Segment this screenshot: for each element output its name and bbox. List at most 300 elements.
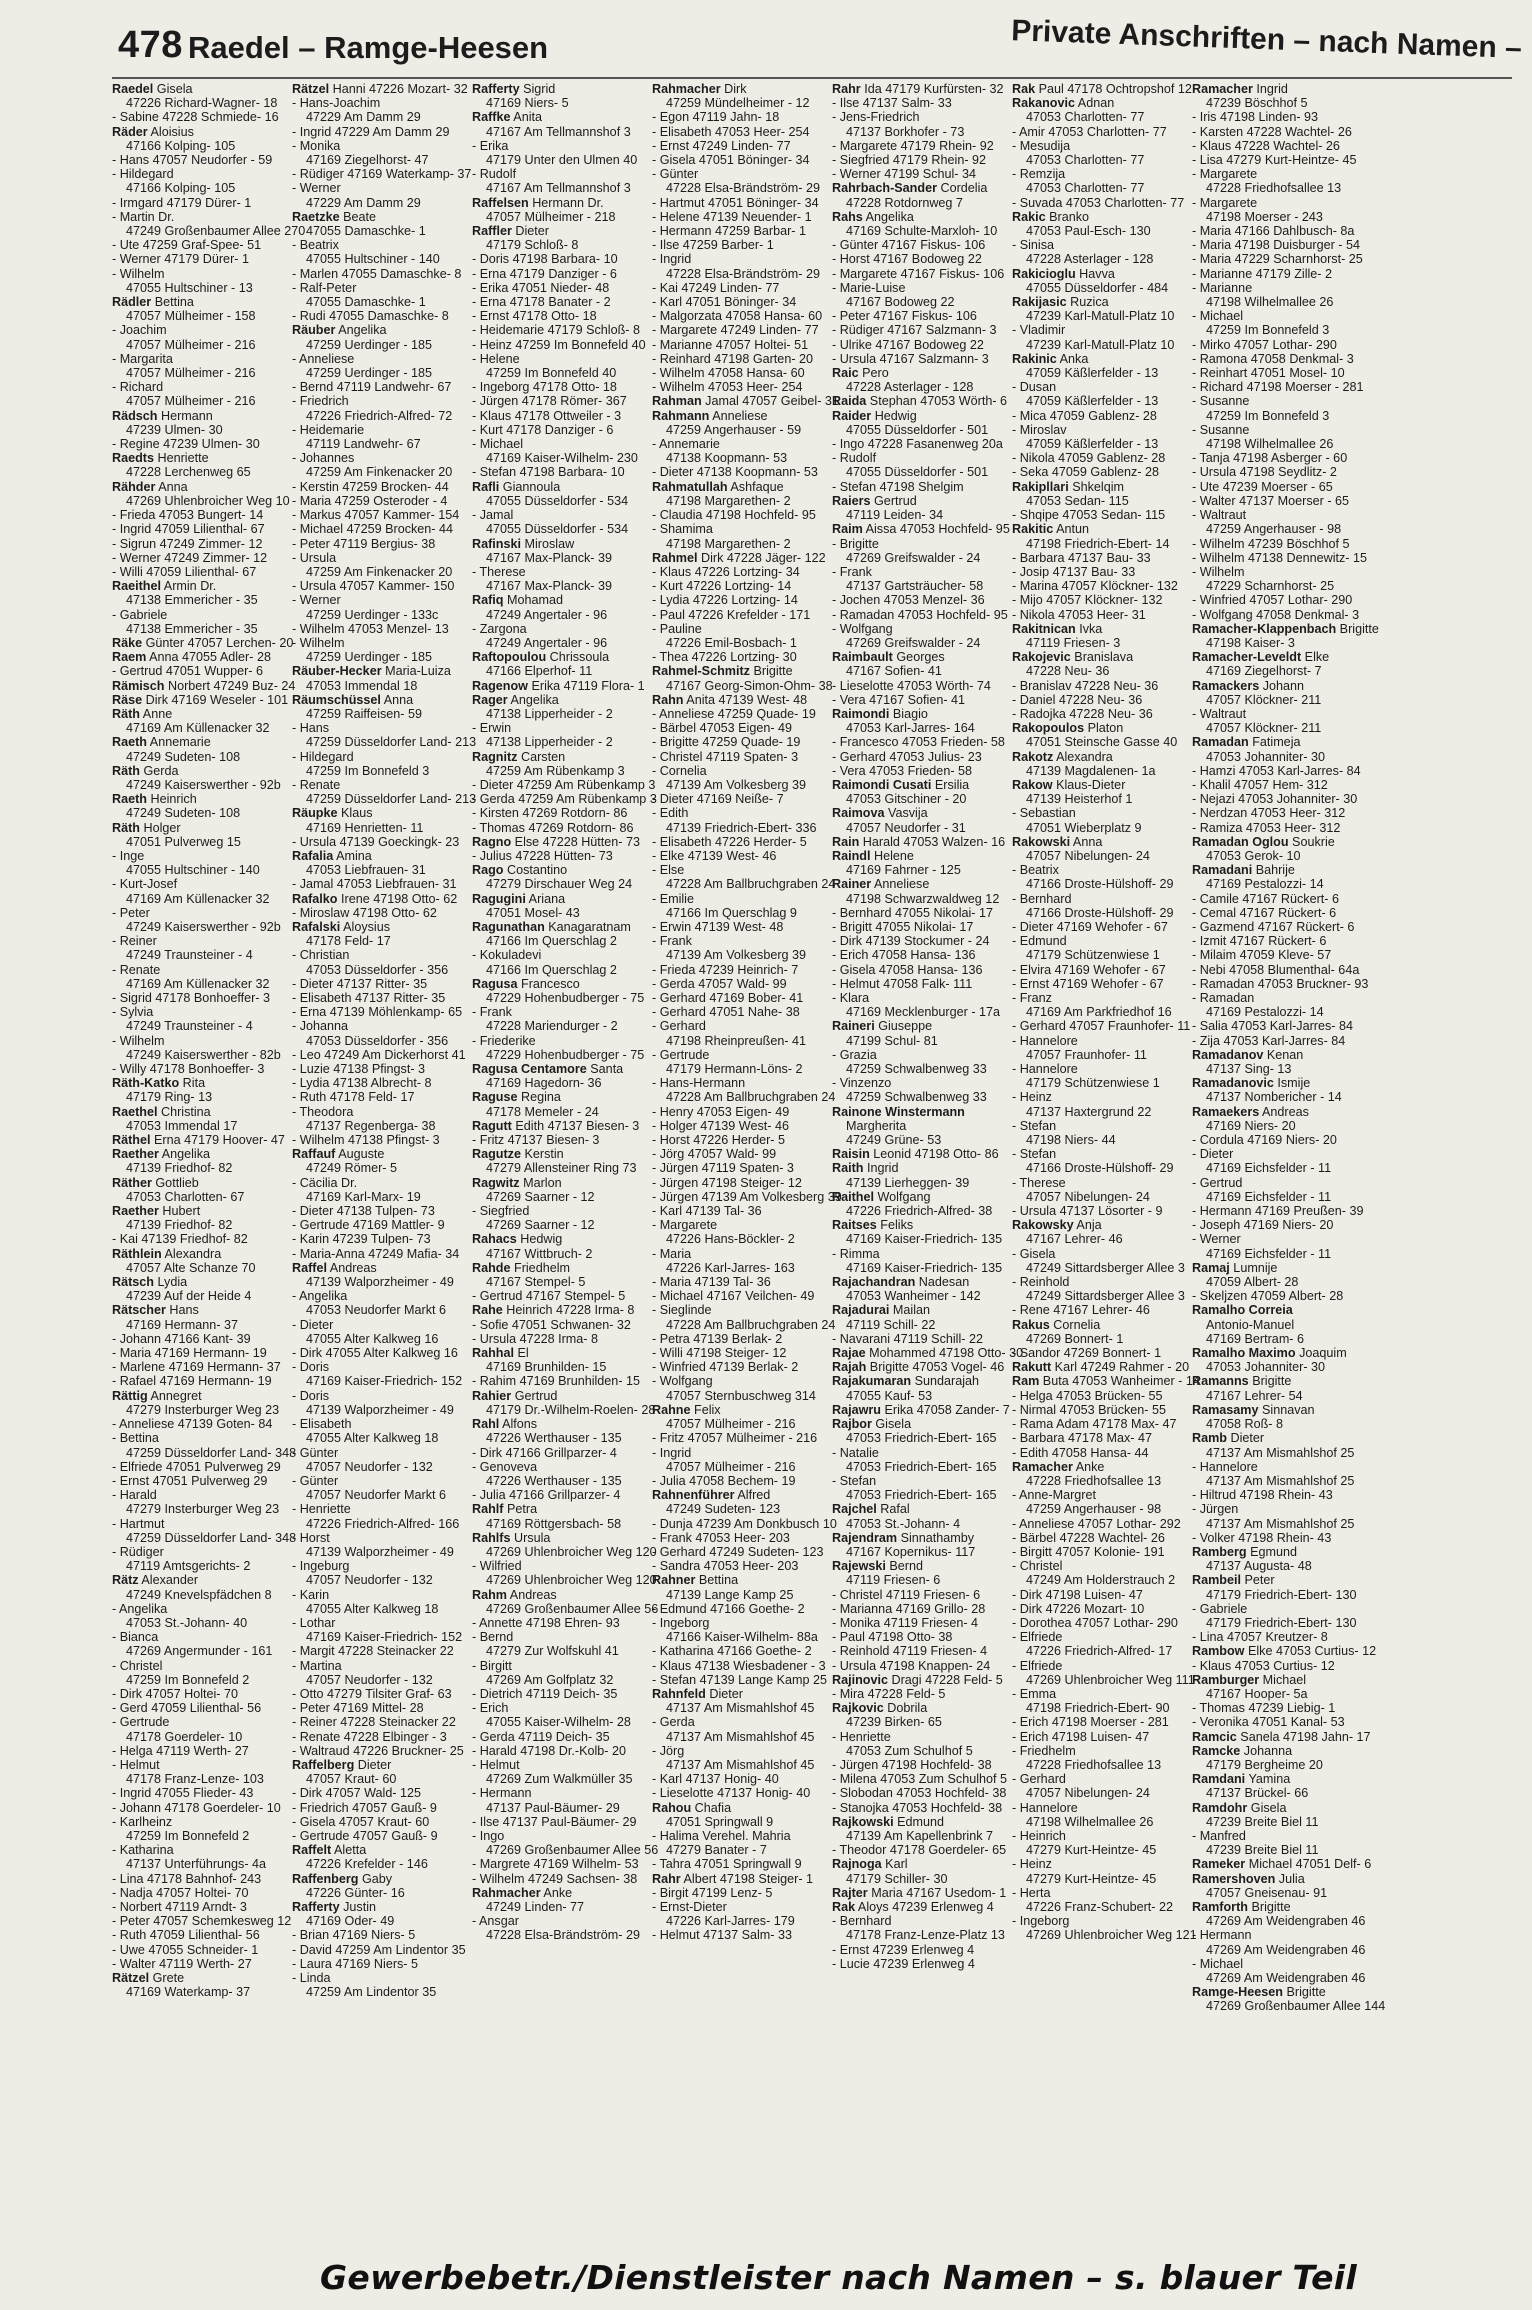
- list-item: - Shqipe 47053 Sedan- 115: [1012, 508, 1166, 523]
- list-item: - Werner 47199 Schul- 34: [832, 167, 976, 182]
- list-item: 47279 Kurt-Heintze- 45: [1026, 1871, 1157, 1886]
- list-item: 47279 Kurt-Heintze- 45: [1026, 1843, 1157, 1858]
- list-item: Rajawru Erika 47058 Zander- 7: [832, 1402, 1010, 1417]
- list-item: 47053 Friedrich-Ebert- 165: [846, 1459, 997, 1474]
- list-item: - Dirk 47226 Mozart- 10: [1012, 1601, 1145, 1616]
- list-item: - Heinz: [1012, 1090, 1052, 1105]
- list-item: Rambeil Peter: [1192, 1573, 1275, 1588]
- list-item: - Michael 47167 Veilchen- 49: [652, 1289, 815, 1304]
- surname: Räupke: [292, 806, 338, 821]
- list-item: - Karin 47239 Tulpen- 73: [292, 1232, 431, 1247]
- list-item: Rafiq Mohamad: [472, 593, 563, 608]
- list-item: 47198 Friedrich-Ebert- 14: [1026, 536, 1170, 551]
- list-item: 47239 Karl-Matull-Platz 10: [1026, 309, 1175, 324]
- list-item: - Gisela: [1012, 1246, 1056, 1261]
- list-item: - Helga 47119 Werth- 27: [112, 1743, 249, 1758]
- list-item: - Thea 47226 Lortzing- 30: [652, 650, 797, 665]
- list-item: 47167 Hooper- 5a: [1206, 1686, 1308, 1701]
- list-item: Rain Harald 47053 Walzen- 16: [832, 834, 1006, 849]
- list-item: 47259 Schwalbenweg 33: [846, 1062, 987, 1077]
- list-item: - Franz: [1012, 991, 1052, 1005]
- list-item: - Johannes: [292, 451, 355, 466]
- list-item: - Margarita: [112, 351, 173, 366]
- list-item: - Doris: [292, 1360, 330, 1375]
- list-item: - Elisabeth 47137 Ritter- 35: [292, 991, 446, 1005]
- surname: Rajae: [832, 1346, 866, 1361]
- list-item: 47053 Immendal 18: [306, 678, 418, 693]
- list-item: 47226 Friedrich-Alfred- 166: [306, 1516, 460, 1531]
- list-item: Rahlfs Ursula: [472, 1530, 551, 1545]
- list-item: Rakojevic Branislava: [1012, 650, 1134, 665]
- list-item: Raether Angelika: [112, 1147, 211, 1162]
- list-item: - Dieter 47169 Wehofer - 67: [1012, 919, 1168, 934]
- list-item: - Wilhelm: [1192, 564, 1245, 579]
- list-item: 47057 Mülheimer - 216: [666, 1417, 796, 1432]
- list-item: - Herta: [1012, 1885, 1051, 1900]
- surname: Ramadanovic: [1192, 1076, 1274, 1091]
- list-item: - Hildegard: [292, 749, 354, 764]
- surname: Rakinic: [1012, 351, 1057, 366]
- list-item: 47169 Karl-Marx- 19: [306, 1189, 421, 1204]
- list-item: Raeth Heinrich: [112, 792, 197, 807]
- list-item: 47055 Kaiser-Wilhelm- 28: [486, 1715, 631, 1730]
- list-item: 47249 Grüne- 53: [846, 1133, 942, 1148]
- list-item: Ramacher Ingrid: [1192, 82, 1288, 96]
- list-item: - Rene 47167 Lehrer- 46: [1012, 1303, 1150, 1318]
- list-item: 47139 Lierheggen- 39: [846, 1175, 970, 1190]
- list-item: 47228 Rotdornweg 7: [846, 195, 963, 210]
- list-item: 47169 Hagedorn- 36: [486, 1076, 602, 1091]
- list-item: - Marianne: [1192, 280, 1253, 295]
- list-item: - Gabriele: [1192, 1601, 1248, 1616]
- surname: Rainer: [832, 877, 872, 892]
- list-item: Rafalko Irene 47198 Otto- 62: [292, 891, 458, 906]
- list-item: 47259 Im Bonnefeld 3: [1206, 408, 1330, 423]
- list-item: - Miroslaw 47198 Otto- 62: [292, 905, 437, 920]
- list-item: 47198 Wilhelmallee 26: [1026, 1814, 1154, 1829]
- list-item: Ragno Else 47228 Hütten- 73: [472, 834, 641, 849]
- list-item: Rajkowski Edmund: [832, 1814, 945, 1829]
- list-item: Antonio-Manuel: [1206, 1317, 1295, 1332]
- list-item: Ram Buta 47053 Wanheimer - 14: [1012, 1374, 1200, 1389]
- list-item: 47228 Elsa-Brändström- 29: [666, 181, 821, 196]
- surname: Rak: [1012, 82, 1036, 96]
- list-item: Rahlf Petra: [472, 1502, 538, 1517]
- list-item: - Gertrude: [112, 1715, 170, 1730]
- list-item: - Ursula: [292, 550, 337, 565]
- list-item: 47169 Am Parkfriedhof 16: [1026, 1005, 1172, 1020]
- list-item: 47249 Traunsteiner - 4: [126, 1019, 253, 1034]
- list-item: 47055 Düsseldorfer - 501: [846, 465, 989, 480]
- list-item: - Heidemarie 47179 Schloß- 8: [472, 323, 640, 338]
- directory-column: [112, 82, 306, 2247]
- list-item: Rätz Alexander: [112, 1573, 199, 1588]
- list-item: - Doris: [292, 1388, 330, 1403]
- list-item: - Horst: [292, 1530, 330, 1545]
- list-item: 47169 Brunhilden- 15: [486, 1360, 607, 1375]
- list-item: - Friederike: [472, 1033, 536, 1048]
- surname: Raisin: [832, 1147, 870, 1162]
- list-item: 47169 Am Küllenacker 32: [126, 891, 270, 906]
- list-item: Margherita: [846, 1118, 907, 1133]
- list-item: - Lieselotte 47137 Honig- 40: [652, 1786, 811, 1801]
- list-item: - Milaim 47059 Kleve- 57: [1192, 948, 1332, 963]
- list-item: - Ulrike 47167 Bodoweg 22: [832, 337, 984, 352]
- list-item: 47167 Georg-Simon-Ohm- 38: [666, 678, 833, 693]
- list-item: Rafferty Sigrid: [472, 82, 556, 96]
- list-item: - Suvada 47053 Charlotten- 77: [1012, 195, 1185, 210]
- surname: Ragenow: [472, 678, 528, 693]
- list-item: - Margit 47228 Steinacker 22: [292, 1644, 454, 1659]
- list-item: Rahhal El: [472, 1346, 529, 1361]
- list-item: - Bernhard 47055 Nikolai- 17: [832, 905, 994, 920]
- list-item: - Else: [652, 863, 685, 878]
- list-item: - Ursula 47137 Lösorter - 9: [1012, 1204, 1163, 1219]
- list-item: - Gerhard 47053 Julius- 23: [832, 749, 982, 764]
- list-item: - Gerhard 47249 Sudeten- 123: [652, 1544, 824, 1559]
- list-item: 47166 Im Querschlag 9: [666, 905, 797, 920]
- list-item: 47055 Düsseldorfer - 484: [1026, 280, 1169, 295]
- list-item: Rahou Chafia: [652, 1800, 732, 1815]
- list-item: 47198 Margarethen- 2: [666, 536, 791, 551]
- list-item: 47259 Düsseldorfer Land- 348: [126, 1530, 297, 1545]
- surname: Rafalko: [292, 891, 338, 906]
- list-item: - Siegfried 47179 Rhein- 92: [832, 153, 987, 168]
- list-item: Rahe Heinrich 47228 Irma- 8: [472, 1303, 635, 1318]
- list-item: - Wilhelm 47138 Dennewitz- 15: [1192, 550, 1367, 565]
- list-item: Rakow Klaus-Dieter: [1012, 777, 1126, 792]
- list-item: 47167 Max-Planck- 39: [486, 579, 613, 594]
- list-item: 47269 Zum Walkmüller 35: [486, 1772, 633, 1787]
- list-item: - Willy 47178 Bonhoeffer- 3: [112, 1062, 265, 1077]
- list-item: Ramershoven Julia: [1192, 1871, 1305, 1886]
- list-item: 47053 Sedan- 115: [1026, 493, 1129, 508]
- list-item: Rahne Felix: [652, 1402, 721, 1417]
- list-item: - Edmund: [1012, 934, 1067, 949]
- list-item: - Navarani 47119 Schill- 22: [832, 1331, 983, 1346]
- list-item: 47259 Am Lindentor 35: [306, 1985, 437, 2000]
- list-item: - Dirk 47057 Wald- 125: [292, 1786, 422, 1801]
- list-item: - Willi 47059 Lilienthal- 67: [112, 564, 257, 579]
- list-item: - Dieter 47169 Neiße- 7: [652, 792, 784, 807]
- list-item: Raffelberg Dieter: [292, 1757, 392, 1772]
- list-item: 47228 Neu- 36: [1026, 664, 1110, 679]
- list-item: Räse Dirk 47169 Weseler - 101: [112, 692, 289, 707]
- list-item: 47139 Heisterhof 1: [1026, 792, 1133, 807]
- list-item: - Kurt-Josef: [112, 877, 178, 892]
- list-item: - Helene: [472, 351, 520, 366]
- list-item: 47166 Droste-Hülshoff- 29: [1026, 877, 1174, 892]
- list-item: - Anneliese 47139 Goten- 84: [112, 1417, 273, 1432]
- surname: Ramershoven: [1192, 1871, 1276, 1886]
- list-item: - Michael 47259 Brocken- 44: [292, 522, 454, 537]
- list-item: - Friedrich 47057 Gauß- 9: [292, 1800, 437, 1815]
- list-item: 47169 Henrietten- 11: [306, 820, 424, 835]
- list-item: - Ingrid: [652, 1445, 692, 1460]
- list-item: 47057 Gneisenau- 91: [1206, 1885, 1328, 1900]
- list-item: - Gisela 47051 Böninger- 34: [652, 153, 810, 168]
- list-item: 47169 Bertram- 6: [1206, 1331, 1305, 1346]
- list-item: - Kerstin 47259 Brocken- 44: [292, 479, 449, 494]
- list-item: - Dieter 47138 Tulpen- 73: [292, 1204, 435, 1219]
- list-item: Ramaj Lumnije: [1192, 1260, 1278, 1275]
- list-item: - Frieda 47239 Heinrich- 7: [652, 962, 799, 977]
- list-item: - Ingrid 47229 Am Damm 29: [292, 124, 450, 139]
- list-item: - Lydia 47226 Lortzing- 14: [652, 593, 798, 608]
- list-item: - Karsten 47228 Wachtel- 26: [1192, 124, 1352, 139]
- surname: Raetzke: [292, 209, 340, 224]
- list-item: - Erna 47139 Möhlenkamp- 65: [292, 1005, 463, 1020]
- list-item: 47167 Sofien- 41: [846, 664, 942, 679]
- list-item: 47198 Rheinpreußen- 41: [666, 1033, 807, 1048]
- list-item: Raetzke Beate: [292, 209, 377, 224]
- list-item: - Cäcilia Dr.: [292, 1175, 358, 1190]
- list-item: - Rama Adam 47178 Max- 47: [1012, 1417, 1177, 1432]
- list-item: - Emma: [1012, 1686, 1057, 1701]
- list-item: - Fritz 47137 Biesen- 3: [472, 1133, 600, 1148]
- list-item: Rädler Bettina: [112, 295, 194, 310]
- list-item: Rajkovic Dobrila: [832, 1701, 928, 1716]
- directory-column: [472, 82, 659, 2247]
- list-item: 47169 Oder- 49: [306, 1914, 395, 1929]
- list-item: - Ute 47239 Moerser - 65: [1192, 479, 1333, 494]
- list-item: 47169 Schulte-Marxloh- 10: [846, 224, 998, 239]
- list-item: - Margarete 47249 Linden- 77: [652, 323, 819, 338]
- list-item: - Hamzi 47053 Karl-Jarres- 84: [1192, 763, 1361, 778]
- surname: Rakow: [1012, 777, 1053, 792]
- list-item: - Winfried 47139 Berlak- 2: [652, 1360, 799, 1375]
- list-item: - Theodor 47178 Goerdeler- 65: [832, 1843, 1007, 1858]
- list-item: - Barbara 47178 Max- 47: [1012, 1431, 1153, 1446]
- list-item: 47053 Johanniter- 30: [1206, 749, 1326, 764]
- directory-column: [832, 82, 1024, 2247]
- list-item: 47137 Am Mismahlshof 25: [1206, 1473, 1355, 1488]
- list-item: - Reinhold: [1012, 1275, 1070, 1290]
- list-item: Rameker Michael 47051 Delf- 6: [1192, 1857, 1372, 1872]
- list-item: - Theodora: [292, 1104, 354, 1119]
- list-item: - Dirk 47139 Stockumer - 24: [832, 934, 990, 949]
- list-item: Rämisch Norbert 47249 Buz- 24: [112, 678, 296, 693]
- list-item: - Rüdiger 47167 Salzmann- 3: [832, 323, 997, 338]
- list-item: 47179 Ring- 13: [126, 1090, 213, 1105]
- list-item: - Margarete 47179 Rhein- 92: [832, 138, 994, 153]
- list-item: - Margarete: [652, 1218, 718, 1233]
- list-item: 47259 Uerdinger - 185: [306, 337, 433, 352]
- list-item: Rajae Mohammed 47198 Otto- 30: [832, 1346, 1024, 1361]
- surname: Raffelsen: [472, 195, 529, 210]
- surname: Rahlfs: [472, 1530, 511, 1545]
- surname: Rahde: [472, 1260, 511, 1275]
- list-item: - Margarete: [1192, 195, 1258, 210]
- list-item: - Johanna: [292, 1019, 349, 1034]
- list-item: - Volker 47198 Rhein- 43: [1192, 1530, 1332, 1545]
- list-item: 47226 Emil-Bosbach- 1: [666, 635, 797, 650]
- surname: Rago: [472, 863, 504, 878]
- list-item: Raftopoulou Chrissoula: [472, 650, 610, 665]
- list-item: Räth Anne: [112, 706, 173, 721]
- list-item: - Ralf-Peter: [292, 280, 357, 295]
- surname: Rahlf: [472, 1502, 504, 1517]
- list-item: Rak Aloys 47239 Erlenweg 4: [832, 1900, 994, 1914]
- surname: Rahner: [652, 1573, 696, 1588]
- list-item: Rakowski Anna: [1012, 834, 1103, 849]
- list-item: - Kokuladevi: [472, 948, 542, 963]
- list-item: - Ingo 47228 Fasanenweg 20a: [832, 437, 1003, 452]
- list-item: - Siegfried: [472, 1204, 530, 1219]
- list-item: - Zargona: [472, 621, 527, 636]
- list-item: Rahman Jamal 47057 Geibel- 31: [652, 394, 839, 409]
- list-item: Ramasamy Sinnavan: [1192, 1402, 1315, 1417]
- list-item: 47239 Breite Biel 11: [1206, 1843, 1319, 1858]
- surname: Rättig: [112, 1388, 148, 1403]
- list-item: 47229 Hohenbudberger - 75: [486, 991, 645, 1005]
- list-item: 47259 Düsseldorfer Land- 348: [126, 1445, 297, 1460]
- surname: Raim: [832, 522, 863, 537]
- list-item: - Bärbel 47053 Eigen- 49: [652, 721, 793, 736]
- surname: Raftopoulou: [472, 650, 547, 665]
- list-item: - Anne-Margret: [1012, 1488, 1096, 1503]
- list-item: Raimova Vasvija: [832, 806, 928, 821]
- list-item: - Margarete 47167 Fiskus- 106: [832, 266, 1005, 281]
- list-item: 47053 Friedrich-Ebert- 165: [846, 1488, 997, 1503]
- list-item: 47169 Kaiser-Friedrich- 152: [306, 1374, 463, 1389]
- list-item: - Gazmend 47167 Rückert- 6: [1192, 919, 1355, 934]
- list-item: 47137 Regenberga- 38: [306, 1118, 436, 1133]
- list-item: - Lothar: [292, 1615, 336, 1630]
- list-item: - Gerda 47119 Deich- 35: [472, 1729, 610, 1744]
- list-item: - Nadja 47057 Holtei- 70: [112, 1885, 249, 1900]
- list-item: 47198 Margarethen- 2: [666, 493, 791, 508]
- list-item: 47057 Neudorfer - 132: [306, 1573, 433, 1588]
- list-item: 47228 Friedhofsallee 13: [1026, 1757, 1162, 1772]
- list-item: - Gertrude 47057 Gauß- 9: [292, 1828, 438, 1843]
- list-item: Raguse Regina: [472, 1090, 561, 1105]
- list-item: Raic Pero: [832, 366, 889, 381]
- list-item: - Amir 47053 Charlotten- 77: [1012, 124, 1167, 139]
- list-item: - Ilse 47137 Paul-Bäumer- 29: [472, 1814, 637, 1829]
- list-item: 47178 Franz-Lenze-Platz 13: [846, 1928, 1005, 1943]
- list-item: - Elvira 47169 Wehofer - 67: [1012, 962, 1166, 977]
- surname: Ramdani: [1192, 1772, 1246, 1787]
- list-item: Ramcic Sanela 47198 Jahn- 17: [1192, 1729, 1371, 1744]
- surname: Rakowsky: [1012, 1218, 1074, 1233]
- surname: Raithel: [832, 1189, 874, 1204]
- list-item: - Ursula 47198 Knappen- 24: [832, 1658, 991, 1673]
- surname: Ramalho Maximo: [1192, 1346, 1296, 1361]
- list-item: Rahmacher Anke: [472, 1885, 573, 1900]
- list-item: 47057 Nibelungen- 24: [1026, 1189, 1150, 1204]
- list-item: - Stefan 47198 Shelgim: [832, 479, 964, 494]
- list-item: - Henriette: [292, 1502, 351, 1517]
- list-item: - Ernst 47178 Otto- 18: [472, 309, 597, 324]
- list-item: 47053 St.-Johann- 40: [126, 1615, 248, 1630]
- list-item: - Ute 47259 Graf-Spee- 51: [112, 238, 262, 253]
- directory-column: [292, 82, 477, 2247]
- list-item: Rakitnican Ivka: [1012, 621, 1103, 636]
- surname: Rafalia: [292, 848, 334, 863]
- directory-columns: [112, 82, 1522, 2247]
- list-item: - Erich 47058 Hansa- 136: [832, 948, 976, 963]
- list-item: - Ernst 47249 Linden- 77: [652, 138, 791, 153]
- list-item: 47169 Niers- 5: [486, 96, 569, 111]
- list-item: - Jens-Friedrich: [832, 110, 920, 125]
- surname: Raider: [832, 408, 872, 423]
- list-item: - Wilhelm: [112, 266, 165, 281]
- list-item: Raffauf Auguste: [292, 1147, 385, 1162]
- list-item: - Cornelia: [652, 763, 707, 778]
- list-item: 47228 Am Ballbruchgraben 24: [666, 877, 836, 892]
- list-item: - Khalil 47057 Hem- 312: [1192, 777, 1328, 792]
- list-item: - Stanojka 47053 Hochfeld- 38: [832, 1800, 1003, 1815]
- surname: Rambeil: [1192, 1573, 1241, 1588]
- list-item: 47055 Damaschke- 1: [306, 295, 426, 310]
- list-item: 47167 Am Tellmannshof 3: [486, 124, 631, 139]
- list-item: - Leo 47249 Am Dickerhorst 41: [292, 1047, 466, 1062]
- list-item: 47169 Hermann- 37: [126, 1317, 239, 1332]
- list-item: 47169 Pestalozzi- 14: [1206, 877, 1324, 892]
- list-item: - Ingeburg: [292, 1559, 350, 1574]
- list-item: - Norbert 47119 Arndt- 3: [112, 1900, 247, 1914]
- list-item: - Marie-Luise: [832, 280, 906, 295]
- list-item: - Johann 47166 Kant- 39: [112, 1331, 251, 1346]
- list-item: - Maria 47198 Duisburger - 54: [1192, 238, 1360, 253]
- list-item: - Wilfried: [472, 1559, 522, 1574]
- list-item: 47169 Kaiser-Friedrich- 152: [306, 1630, 463, 1645]
- list-item: 47057 Neudorfer - 132: [306, 1459, 433, 1474]
- surname: Rädler: [112, 295, 152, 310]
- list-item: - Bettina: [112, 1431, 159, 1446]
- list-item: - Mica 47059 Gablenz- 28: [1012, 408, 1157, 423]
- surname: Raimondi: [832, 706, 890, 721]
- list-item: 47137 Nombericher - 14: [1206, 1090, 1342, 1105]
- list-item: - Margarete: [1192, 167, 1258, 182]
- list-item: - Rudolf: [472, 167, 517, 182]
- list-item: Rätscher Hans: [112, 1303, 199, 1318]
- list-item: - Maria 47166 Dahlbusch- 8a: [1192, 224, 1355, 239]
- list-item: Raithel Wolfgang: [832, 1189, 931, 1204]
- list-item: - Gisela 47058 Hansa- 136: [832, 962, 983, 977]
- list-item: 47269 Großenbaumer Allee 56: [486, 1843, 659, 1858]
- list-item: - Christel: [1012, 1559, 1063, 1574]
- list-item: - Veronika 47051 Kanal- 53: [1192, 1715, 1345, 1730]
- list-item: 47139 Friedhof- 82: [126, 1161, 233, 1176]
- list-item: - Ruth 47059 Lilienthal- 56: [112, 1928, 260, 1943]
- list-item: - Marina 47057 Klöckner- 132: [1012, 579, 1178, 594]
- list-item: Rafalia Amina: [292, 848, 372, 863]
- list-item: - Elisabeth 47053 Heer- 254: [652, 124, 810, 139]
- list-item: - Lydia 47138 Albrecht- 8: [292, 1076, 432, 1091]
- list-item: - Therese: [472, 564, 526, 579]
- list-item: Ragenow Erika 47119 Flora- 1: [472, 678, 645, 693]
- list-item: Rätzel Hanni 47226 Mozart- 32: [292, 82, 468, 96]
- list-item: Rähder Anna: [112, 479, 188, 494]
- list-item: - Gertrude 47169 Mattler- 9: [292, 1218, 445, 1233]
- list-item: 47166 Droste-Hülshoff- 29: [1026, 905, 1174, 920]
- list-item: 47055 Alter Kalkweg 16: [306, 1331, 439, 1346]
- surname: Rähder: [112, 479, 156, 494]
- list-item: 47051 Wieberplatz 9: [1026, 820, 1142, 835]
- surname: Rahou: [652, 1800, 692, 1815]
- list-item: - Ernst 47051 Pulverweg 29: [112, 1473, 268, 1488]
- list-item: - Hannelore: [1012, 1062, 1078, 1077]
- surname: Rahacs: [472, 1232, 517, 1247]
- list-item: - Jörg 47057 Wald- 99: [652, 1147, 777, 1162]
- list-item: - Anneliese 47259 Quade- 19: [652, 706, 816, 721]
- list-item: 47239 Ulmen- 30: [126, 422, 223, 437]
- list-item: - Kirsten 47269 Rotdorn- 86: [472, 806, 628, 821]
- list-item: 47167 Lehrer- 46: [1026, 1232, 1123, 1247]
- list-item: 47055 Alter Kalkweg 18: [306, 1431, 439, 1446]
